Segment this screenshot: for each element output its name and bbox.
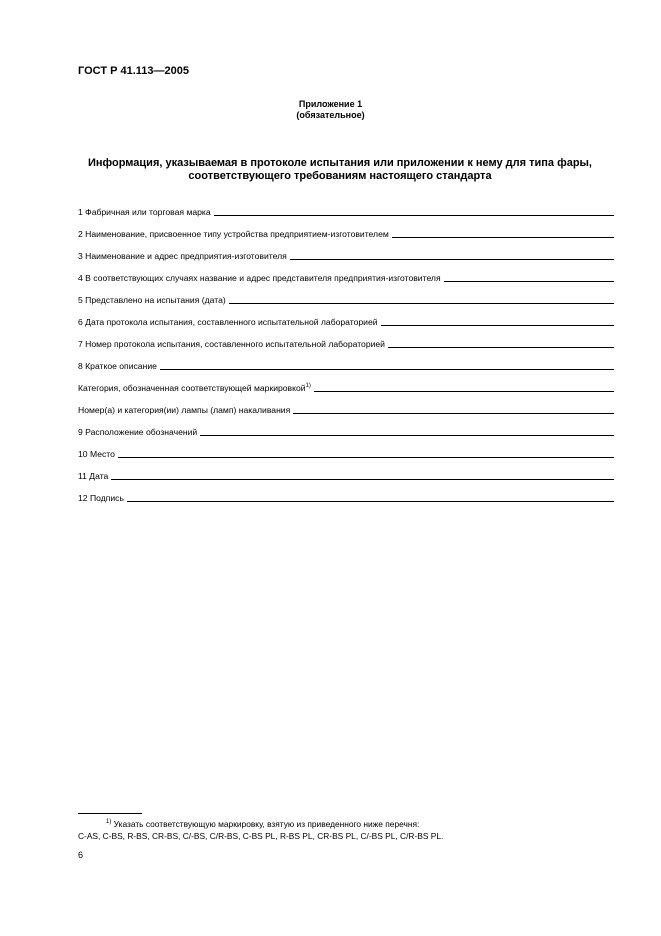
field-label: 7 Номер протокола испытания, составленного испытательной лабораторией: [78, 339, 385, 349]
fill-line[interactable]: [388, 347, 614, 348]
field-label: 12 Подпись: [78, 493, 124, 503]
form-field: [78, 218, 614, 240]
footnote-marker: 1): [106, 819, 112, 825]
field-label: 8 Краткое описание: [78, 361, 157, 371]
field-label: 9 Расположение обозначений: [78, 427, 198, 437]
fill-line[interactable]: [444, 281, 614, 282]
form-field: [78, 328, 614, 350]
field-label: 6 Дата протокола испытания, составленного испытательной лабораторией: [78, 317, 378, 327]
fill-line[interactable]: [381, 325, 614, 326]
form-field: [78, 460, 614, 482]
fill-line[interactable]: [290, 259, 614, 260]
field-label-text: Категория, обозначенная соответствующей маркировкой: [78, 383, 306, 393]
form-field: [78, 196, 614, 218]
field-label: 3 Наименование и адрес предприятия-изготовителя: [78, 251, 287, 261]
form-field: [78, 482, 614, 504]
form-field: [78, 438, 614, 460]
form-field: [78, 372, 614, 394]
appendix-title: Приложение 1: [298, 99, 363, 109]
fill-line[interactable]: [118, 457, 614, 458]
footnote-text: Указать соответствующую маркировку, взятую из приведенного ниже перечня:: [113, 819, 420, 829]
form-field: [78, 394, 614, 416]
form-field: [78, 350, 614, 372]
document-title: [70, 157, 610, 183]
field-label: 10 Место: [78, 449, 115, 459]
footnote-line-1: [78, 818, 443, 830]
form-field: [78, 284, 614, 306]
form-field: [78, 306, 614, 328]
fill-line[interactable]: [127, 501, 614, 502]
field-label: 1 Фабричная или торговая марка: [78, 207, 211, 217]
fill-line[interactable]: [392, 237, 614, 238]
field-label: 4 В соответствующих случаях название и адрес представителя предприятия-изготовителя: [78, 273, 441, 283]
document-title-line-1: Информация, указываемая в протоколе испытания или приложении к нему для типа фары,: [87, 157, 592, 169]
form-field: [78, 416, 614, 438]
form-field: [78, 240, 614, 262]
field-label: [78, 383, 314, 394]
page-number: 6: [78, 850, 84, 860]
appendix-heading: [0, 99, 661, 121]
footnote-ref: 1): [305, 383, 311, 389]
footnote-list: C-AS, C-BS, R-BS, CR-BS, C/-BS, C/R-BS, C-BS PL, R-BS PL, CR-BS PL, C/-BS PL, C/R-BS PL.: [78, 831, 444, 841]
fill-line[interactable]: [293, 413, 614, 414]
field-label: Номер(а) и категория(ии) лампы (ламп) накаливания: [78, 405, 291, 415]
field-label: 11 Дата: [78, 471, 109, 481]
form-fields: [78, 196, 614, 504]
appendix-subtitle: (обязательное): [296, 110, 365, 120]
footnote: [78, 818, 443, 842]
fill-line[interactable]: [160, 369, 614, 370]
fill-line[interactable]: [200, 435, 614, 436]
document-title-line-2: соответствующего требованиям настоящего стандарта: [188, 170, 492, 182]
field-label: 2 Наименование, присвоенное типу устройства предприятием-изготовителем: [78, 229, 389, 239]
form-field: [78, 262, 614, 284]
footnote-divider: [78, 813, 142, 814]
fill-line[interactable]: [314, 391, 614, 392]
document-code: ГОСТ Р 41.113—2005: [78, 65, 189, 77]
field-label: 5 Представлено на испытания (дата): [78, 295, 226, 305]
fill-line[interactable]: [111, 479, 614, 480]
fill-line[interactable]: [214, 215, 614, 216]
fill-line[interactable]: [229, 303, 614, 304]
